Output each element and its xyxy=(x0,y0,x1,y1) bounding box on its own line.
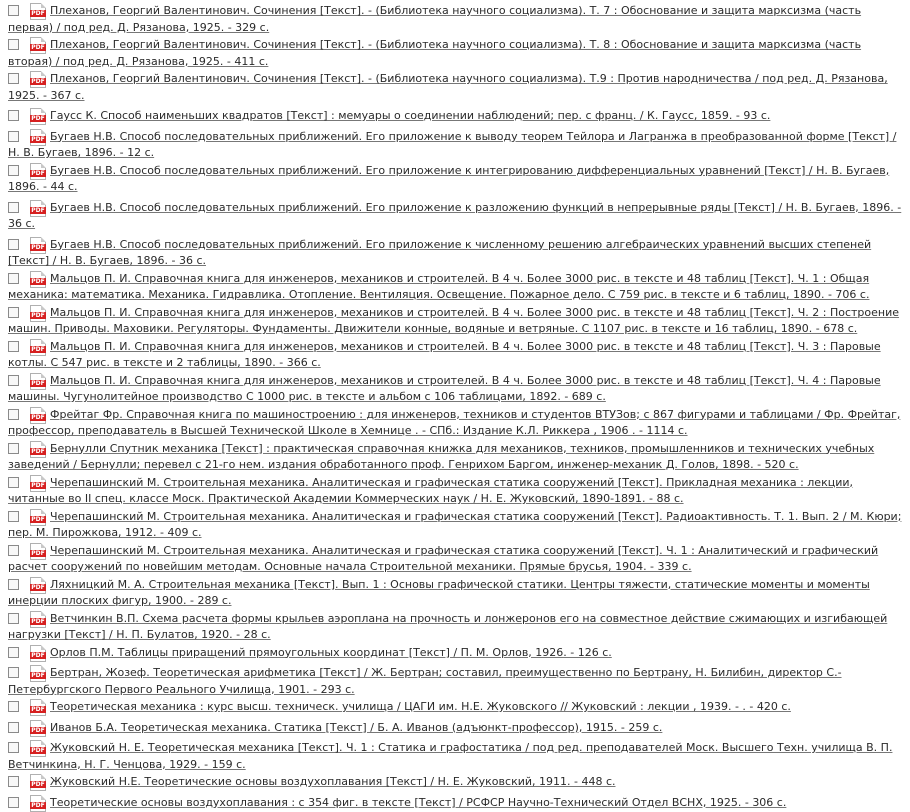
select-checkbox[interactable] xyxy=(8,667,19,678)
list-item xyxy=(0,739,910,773)
pdf-icon-corner xyxy=(41,163,46,168)
pdf-icon-corner xyxy=(41,774,46,779)
pdf-icon-corner xyxy=(41,305,46,310)
select-checkbox[interactable] xyxy=(8,545,19,556)
document-link[interactable]: Теоретическая механика : курс высш. техническ. училища / ЦАГИ им. Н.Е. Жуковского // Жуковский : лекции , 1939. - . - 420 с. xyxy=(50,700,791,713)
list-item xyxy=(0,698,910,716)
pdf-icon-label: PDF xyxy=(31,549,45,557)
list-item xyxy=(0,719,910,737)
select-checkbox[interactable] xyxy=(8,341,19,352)
document-link[interactable]: Бертран, Жозеф. Теоретическая арифметика [Текст] / Ж. Бертран; составил, преимущественно по Бертрану, Н. Билибин, директор С.-Петербургского Первого Реального Училища, 1901. - 293 с. xyxy=(8,666,842,696)
pdf-icon-label: PDF xyxy=(31,243,45,251)
pdf-icon-corner xyxy=(41,665,46,670)
pdf-icon-label: PDF xyxy=(31,583,45,591)
pdf-icon[interactable] xyxy=(30,475,46,492)
list-item xyxy=(0,474,910,508)
pdf-icon-label: PDF xyxy=(31,781,45,788)
list-item xyxy=(0,440,910,474)
pdf-icon-label: PDF xyxy=(31,115,45,122)
select-checkbox[interactable] xyxy=(8,613,19,624)
pdf-icon-label: PDF xyxy=(31,515,45,523)
select-checkbox[interactable] xyxy=(8,511,19,522)
select-checkbox[interactable] xyxy=(8,110,19,121)
pdf-icon-label: PDF xyxy=(31,651,45,659)
document-link[interactable]: Мальцов П. И. Справочная книга для инженеров, механиков и строителей. В 4 ч. Более 3000 рис. в тексте и 48 таблиц [Текст]. Ч. 2 : Построение машин. Приводы. Маховики. Регуляторы. Фундаменты. Движители конные, водяные и ветряные. С 1107 рис. в тексте и 16 таблиц, 1890. - 678 с. xyxy=(8,305,900,335)
document-link[interactable]: Фрейтаг Фр. Справочная книга по машиностроению : для инженеров, техников и студентов ВТУЗов; с 867 фигурами и таблицами / Фр. Фрейтаг, профессор, преподаватель в Высшей Технической Школе в Хемнице . - СПб.: Издание К.Л. Риккера , 1906 . - 1114 с. xyxy=(8,407,901,437)
select-checkbox[interactable] xyxy=(8,39,19,50)
pdf-icon-label: PDF xyxy=(31,277,45,285)
select-checkbox[interactable] xyxy=(8,307,19,318)
pdf-icon-corner xyxy=(41,237,46,242)
pdf-icon[interactable] xyxy=(30,795,46,812)
select-checkbox[interactable] xyxy=(8,797,19,808)
pdf-icon[interactable] xyxy=(30,441,46,458)
select-checkbox[interactable] xyxy=(8,701,19,712)
pdf-icon-label: PDF xyxy=(31,481,45,489)
pdf-icon[interactable] xyxy=(30,305,46,322)
select-checkbox[interactable] xyxy=(8,5,19,16)
document-link[interactable]: Мальцов П. И. Справочная книга для инженеров, механиков и строителей. В 4 ч. Более 3000 рис. в тексте и 48 таблиц [Текст]. Ч. 4 : Паровые машины. Чугунолитейное производство С 1000 рис. в тексте и альбом с 106 таблицами, 1892. - 689 с. xyxy=(8,373,881,403)
pdf-icon[interactable] xyxy=(30,509,46,526)
pdf-icon-corner xyxy=(41,740,46,745)
pdf-icon-label: PDF xyxy=(31,169,45,177)
select-checkbox[interactable] xyxy=(8,273,19,284)
pdf-icon-label: PDF xyxy=(31,379,45,387)
pdf-icon-corner xyxy=(41,129,46,134)
pdf-icon-corner xyxy=(41,71,46,76)
document-link[interactable]: Орлов П.М. Таблицы приращений прямоугольных координат [Текст] / П. М. Орлов, 1926. - 126 с. xyxy=(50,645,612,659)
pdf-icon[interactable] xyxy=(30,71,46,88)
pdf-icon[interactable] xyxy=(30,740,46,757)
select-checkbox[interactable] xyxy=(8,742,19,753)
pdf-icon[interactable] xyxy=(30,611,46,628)
pdf-icon-label: PDF xyxy=(31,617,45,625)
select-checkbox[interactable] xyxy=(8,477,19,488)
list-item xyxy=(0,508,910,542)
document-link[interactable]: Бернулли Спутник механика [Текст] : практическая справочная книжка для механиков, техников, промышленников и технических учебных заведений / Бернулли; перевел с 21-го нем. издания обработанного проф. Генрихом Баргом, инженер-механик Д. Голов, 1898. - 520 с. xyxy=(8,441,875,471)
pdf-icon-corner xyxy=(41,441,46,446)
pdf-icon-corner xyxy=(41,795,46,800)
list-item xyxy=(0,644,910,662)
pdf-icon-label: PDF xyxy=(31,747,45,754)
list-item xyxy=(0,2,910,36)
pdf-icon[interactable] xyxy=(30,665,46,682)
list-item xyxy=(0,338,910,372)
pdf-icon[interactable] xyxy=(30,271,46,288)
pdf-icon[interactable] xyxy=(30,720,46,737)
select-checkbox[interactable] xyxy=(8,202,19,213)
document-link[interactable]: Ветчинкин В.П. Схема расчета формы крыльев аэроплана на прочность и лонжеронов его на совместное действие сжимающих и изгибающей нагрузки [Текст] / Н. П. Булатов, 1920. - 28 с. xyxy=(8,611,888,641)
pdf-icon-corner xyxy=(41,611,46,616)
pdf-icon-corner xyxy=(41,3,46,8)
document-link[interactable]: Иванов Б.А. Теоретическая механика. Статика [Текст] / Б. А. Иванов (адъюнкт-профессор), 1915. - 259 с. xyxy=(50,720,663,734)
pdf-icon-corner xyxy=(41,37,46,42)
pdf-icon[interactable] xyxy=(30,407,46,424)
list-item xyxy=(0,610,910,644)
select-checkbox[interactable] xyxy=(8,131,19,142)
pdf-icon-corner xyxy=(41,339,46,344)
pdf-icon-label: PDF xyxy=(31,10,45,17)
pdf-icon-label: PDF xyxy=(31,726,45,734)
list-item xyxy=(0,542,910,576)
pdf-icon-label: PDF xyxy=(31,801,45,809)
pdf-icon[interactable] xyxy=(30,163,46,180)
list-item xyxy=(0,576,910,610)
list-item xyxy=(0,36,910,70)
document-link[interactable]: Плеханов, Георгий Валентинович. Сочинения [Текст]. - (Библиотека научного социализма). Т. 7 : Обоснование и защита марксизма (часть первая) / под ред. Д. Рязанова, 1925. - 329 с. xyxy=(8,4,862,34)
pdf-icon-corner xyxy=(41,543,46,548)
list-item xyxy=(0,794,910,812)
pdf-icon-label: PDF xyxy=(31,706,45,713)
pdf-icon-label: PDF xyxy=(31,672,45,679)
document-link[interactable]: Бугаев Н.В. Способ последовательных приближений. Его приложение к численному решению алгебраических уравнений высших степеней [Текст] / Н. В. Бугаев, 1896. - 36 с. xyxy=(8,237,872,267)
document-link[interactable]: Теоретические основы воздухоплавания : с 354 фиг. в тексте [Текст] / РСФСР Научно-Технический Отдел ВСНХ, 1925. - 306 с. xyxy=(50,795,787,809)
document-link[interactable]: Жуковский Н. Е. Теоретическая механика [Текст]. Ч. 1 : Статика и графостатика / под ред. преподавателей Моск. Высшего Техн. училища В. П. Ветчинкина, Н. Г. Ченцова, 1929. - 159 с. xyxy=(8,741,893,771)
list-item xyxy=(0,372,910,406)
list-item xyxy=(0,406,910,440)
select-checkbox[interactable] xyxy=(8,73,19,84)
pdf-icon-label: PDF xyxy=(31,78,45,85)
list-item xyxy=(0,107,910,125)
list-item xyxy=(0,128,910,162)
pdf-icon-corner xyxy=(41,475,46,480)
pdf-icon-corner xyxy=(41,200,46,205)
list-item xyxy=(0,70,910,104)
document-link[interactable]: Бугаев Н.В. Способ последовательных приближений. Его приложение к интегрированию дифференциальных уравнений [Текст] / Н. В. Бугаев, 1896. - 44 с. xyxy=(8,163,890,193)
pdf-icon[interactable] xyxy=(30,237,46,254)
list-item xyxy=(0,270,910,304)
document-link[interactable]: Черепашинский М. Строительная механика. Аналитическая и графическая статика сооружений [Текст]. Прикладная механика : лекции, читанные во II спец. классе Моск. Практической Академии Коммерческих наук / Н. Е. Жуковский, 1890-1891. - 88 с. xyxy=(8,475,854,505)
list-item xyxy=(0,236,910,270)
select-checkbox[interactable] xyxy=(8,776,19,787)
pdf-icon-corner xyxy=(41,720,46,725)
select-checkbox[interactable] xyxy=(8,579,19,590)
document-link[interactable]: Ляхницкий М. А. Строительная механика [Текст]. Вып. 1 : Основы графической статики. Центры тяжести, статические моменты и моменты инерции плоских фигур, 1900. - 289 с. xyxy=(8,577,870,607)
pdf-icon[interactable] xyxy=(30,37,46,54)
list-item xyxy=(0,773,910,791)
select-checkbox[interactable] xyxy=(8,239,19,250)
select-checkbox[interactable] xyxy=(8,409,19,420)
pdf-icon[interactable] xyxy=(30,774,46,791)
document-link[interactable]: Мальцов П. И. Справочная книга для инженеров, механиков и строителей. В 4 ч. Более 3000 рис. в тексте и 48 таблиц [Текст]. Ч. 3 : Паровые котлы. С 547 рис. в тексте и 2 таблицы, 1890. - 366 с. xyxy=(8,339,881,369)
select-checkbox[interactable] xyxy=(8,375,19,386)
pdf-icon[interactable] xyxy=(30,645,46,662)
document-link[interactable]: Плеханов, Георгий Валентинович. Сочинения [Текст]. - (Библиотека научного социализма). Т. 8 : Обоснование и защита марксизма (часть вторая) / под ред. Д. Рязанова, 1925. - 411 с. xyxy=(8,38,862,68)
document-link[interactable]: Гаусс К. Способ наименьших квадратов [Текст] : мемуары о соединении наблюдений; пер. с франц. / К. Гаусс, 1859. - 93 с. xyxy=(50,109,771,122)
pdf-icon[interactable] xyxy=(30,108,46,125)
pdf-icon-corner xyxy=(41,373,46,378)
select-checkbox[interactable] xyxy=(8,722,19,733)
pdf-icon[interactable] xyxy=(30,339,46,356)
pdf-icon[interactable] xyxy=(30,129,46,146)
select-checkbox[interactable] xyxy=(8,647,19,658)
pdf-icon[interactable] xyxy=(30,200,46,217)
pdf-icon-label: PDF xyxy=(31,206,45,214)
pdf-icon-corner xyxy=(41,509,46,514)
document-link[interactable]: Бугаев Н.В. Способ последовательных приближений. Его приложение к разложению функций в непрерывные ряды [Текст] / Н. В. Бугаев, 1896. - 36 с. xyxy=(8,200,902,230)
pdf-icon-label: PDF xyxy=(31,413,45,421)
document-link[interactable]: Мальцов П. И. Справочная книга для инженеров, механиков и строителей. В 4 ч. Более 3000 рис. в тексте и 48 таблиц [Текст]. Ч. 1 : Общая механика: математика. Механика. Гидравлика. Отопление. Вентиляция. Освещение. Пожарное дело. С 759 рис. в тексте и 6 таблиц, 1890. - 706 с. xyxy=(8,271,870,301)
pdf-icon-label: PDF xyxy=(31,135,45,143)
pdf-icon[interactable] xyxy=(30,577,46,594)
pdf-icon[interactable] xyxy=(30,373,46,390)
document-link[interactable]: Жуковский Н.Е. Теоретические основы воздухоплавания [Текст] / Н. Е. Жуковский, 1911. - 448 с. xyxy=(50,775,616,788)
document-link[interactable]: Бугаев Н.В. Способ последовательных приближений. Его приложение к выводу теорем Тейлора и Лагранжа в преобразованной форме [Текст] / Н. В. Бугаев, 1896. - 12 с. xyxy=(8,129,897,159)
pdf-icon-corner xyxy=(41,577,46,582)
select-checkbox[interactable] xyxy=(8,165,19,176)
pdf-icon-corner xyxy=(41,108,46,113)
list-item xyxy=(0,664,910,698)
document-link[interactable]: Плеханов, Георгий Валентинович. Сочинения [Текст]. - (Библиотека научного социализма). Т.9 : Против народничества / под ред. Д. Рязанова, 1925. - 367 с. xyxy=(8,72,888,102)
pdf-icon[interactable] xyxy=(30,3,46,20)
pdf-icon-corner xyxy=(41,645,46,650)
list-item xyxy=(0,304,910,338)
list-item xyxy=(0,199,910,233)
pdf-icon-label: PDF xyxy=(31,311,45,319)
list-item xyxy=(0,162,910,196)
pdf-icon-label: PDF xyxy=(31,447,45,455)
pdf-icon-corner xyxy=(41,699,46,704)
pdf-icon[interactable] xyxy=(30,699,46,716)
select-checkbox[interactable] xyxy=(8,443,19,454)
pdf-icon-label: PDF xyxy=(31,345,45,353)
pdf-icon-label: PDF xyxy=(31,44,45,51)
document-link[interactable]: Черепашинский М. Строительная механика. Аналитическая и графическая статика сооружений [Текст]. Ч. 1 : Аналитический и графический расчет сооружений по новейшим методам. Основные начала Строительной механики. Прямые брусья, 1904. - 339 с. xyxy=(8,543,879,573)
document-link[interactable]: Черепашинский М. Строительная механика. Аналитическая и графическая статика сооружений [Текст]. Радиоактивность. Т. 1. Вып. 2 / М. Кюри; пер. М. Пирожкова, 1912. - 409 с. xyxy=(8,509,902,539)
pdf-icon-corner xyxy=(41,271,46,276)
pdf-icon[interactable] xyxy=(30,543,46,560)
pdf-icon-corner xyxy=(41,407,46,412)
